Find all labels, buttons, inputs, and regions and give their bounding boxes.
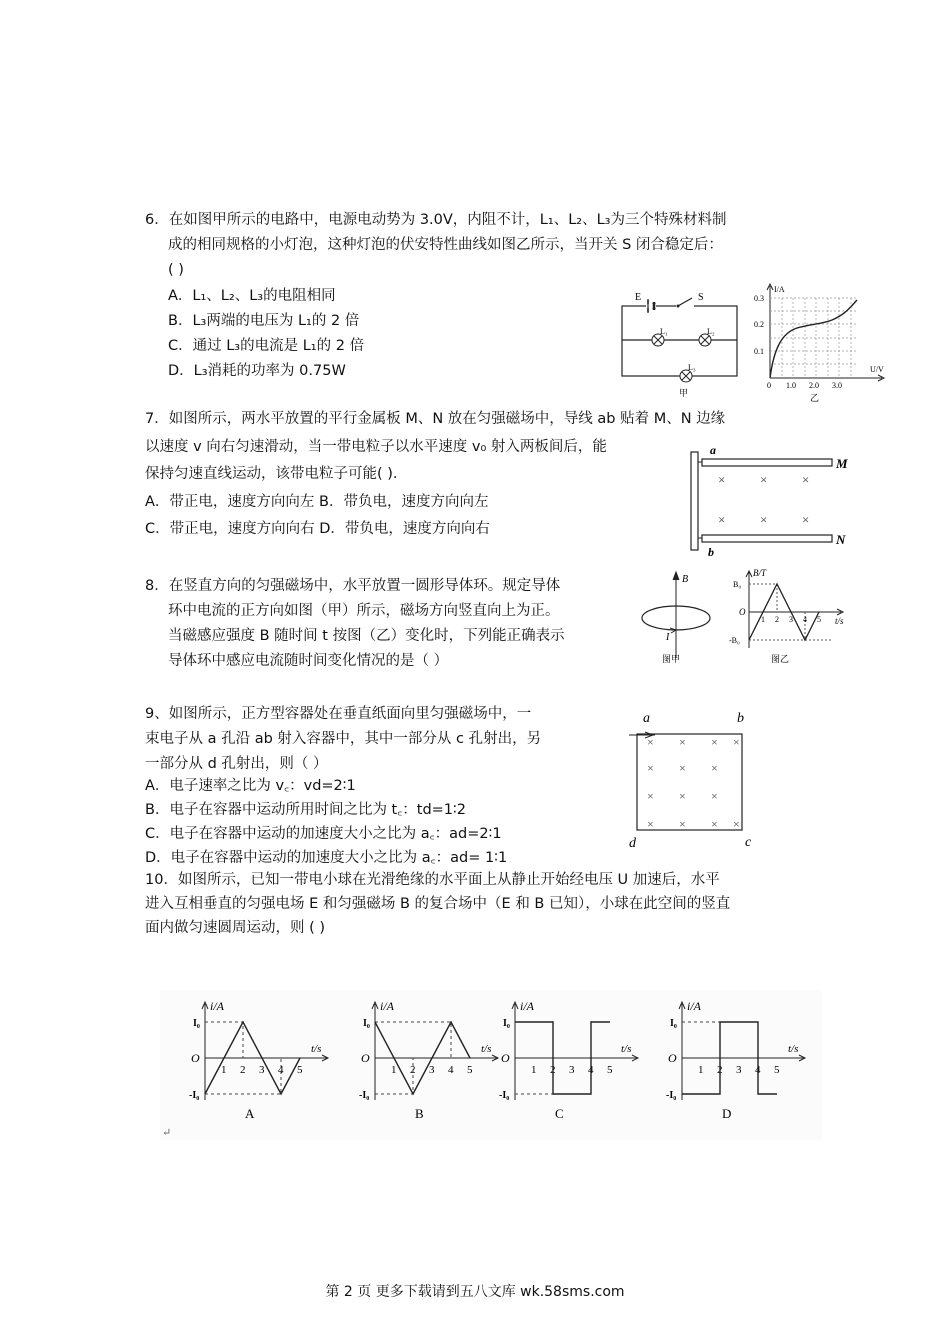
i-t-xtick: 5 — [297, 1064, 303, 1076]
field-cross-mark: × — [679, 817, 686, 831]
bt-b0-label: B₀ — [733, 580, 742, 589]
ring-label-b: B — [682, 574, 689, 585]
ring-caption: 图甲 — [662, 654, 681, 664]
iv-xtick: 1.0 — [786, 381, 796, 390]
field-cross-mark: × — [647, 789, 654, 803]
field-cross-mark: × — [760, 472, 768, 487]
i-t-xtick: 5 — [607, 1064, 613, 1076]
bt-xtick: 1 — [761, 615, 765, 624]
q7-stem-line3: 保持匀速直线运动，该带电粒子可能( ). — [145, 466, 398, 482]
field-cross-mark: × — [711, 789, 718, 803]
i-t-origin: O — [668, 1051, 677, 1065]
plates-label-b: b — [708, 545, 714, 559]
bt-origin: O — [739, 607, 746, 617]
q6-iv-graph — [752, 278, 897, 404]
q6-option-b: B．L₃两端的电压为 L₁的 2 倍 — [168, 313, 360, 329]
field-cross-mark: × — [733, 735, 740, 749]
field-cross-mark: × — [711, 735, 718, 749]
plate-n — [702, 535, 832, 542]
q9-stem-line1: 9、如图所示，正方型容器处在垂直纸面向里匀强磁场中，一 — [145, 706, 532, 722]
q6-option-d: D．L₃消耗的功率为 0.75W — [168, 363, 346, 379]
ring-label-i: I — [666, 632, 670, 643]
bt-ylabel: B/T — [753, 568, 767, 578]
q8-stem-line4: 导体环中感应电流随时间变化情况的是（ ） — [168, 653, 449, 669]
bt-negb0-label: -B₀ — [729, 636, 740, 645]
i-t-xtick: 1 — [221, 1064, 227, 1076]
iv-xtick: 3.0 — [832, 381, 842, 390]
plates-label-n: N — [836, 532, 846, 547]
answer-label: A — [245, 1106, 255, 1121]
i-t-guide — [375, 1022, 451, 1058]
bt-xtick: 3 — [789, 615, 793, 624]
q9-option-d: D．电子在容器中运动的加速度大小之比为 a꜀：ad= 1∶1 — [145, 850, 508, 866]
circuit-label-l3: L₃ — [688, 363, 696, 372]
field-cross-mark: × — [679, 761, 686, 775]
answer-label: C — [555, 1106, 564, 1121]
iv-curve — [770, 300, 857, 378]
i-t-ylabel: i/A — [380, 999, 394, 1013]
q9-option-c: C．电子在容器中运动的加速度大小之比为 a꜀：ad=2∶1 — [145, 826, 502, 842]
answer-graph-a — [189, 999, 328, 1121]
i-t-xlabel: t/s — [311, 1043, 322, 1055]
q7-plates-figure — [682, 442, 857, 560]
i-t-xlabel: t/s — [481, 1043, 492, 1055]
i-t-xtick: 3 — [259, 1064, 265, 1076]
i-t-xtick: 1 — [391, 1064, 397, 1076]
bt-caption: 图乙 — [771, 654, 790, 664]
field-cross-mark: × — [679, 735, 686, 749]
q6-option-a: A．L₁、L₂、L₃的电阻相同 — [168, 288, 336, 304]
plates-label-m: M — [836, 456, 848, 471]
iv-ytick: 0.1 — [754, 347, 764, 356]
answer-graphs-panel — [160, 990, 822, 1140]
i-t-negi0-label: -I₀ — [499, 1090, 510, 1101]
iv-xtick: 0 — [767, 381, 771, 390]
field-cross-mark: × — [760, 512, 768, 527]
q7-stem-line2: 以速度 v 向右匀速滑动，当一带电粒子以水平速度 v₀ 射入两板间后，能 — [145, 439, 607, 455]
q8-stem-line1: 8．在竖直方向的匀强磁场中，水平放置一圆形导体环。规定导体 — [145, 578, 561, 594]
iv-ylabel: I/A — [774, 285, 785, 294]
i-t-xlabel: t/s — [788, 1043, 799, 1055]
iv-xtick: 2.0 — [809, 381, 819, 390]
q9-container-figure — [625, 704, 760, 852]
i-t-xlabel: t/s — [621, 1043, 632, 1055]
bt-xtick: 4 — [803, 615, 807, 624]
q10-stem-line3: 面内做匀速圆周运动，则 ( ) — [145, 920, 326, 936]
q9-stem-line2: 束电子从 a 孔沿 ab 射入容器中，其中一部分从 c 孔射出，另 — [145, 731, 542, 747]
i-t-xtick: 2 — [717, 1064, 723, 1076]
field-cross-mark: × — [679, 789, 686, 803]
field-cross-mark: × — [647, 817, 654, 831]
i-t-xtick: 1 — [698, 1064, 704, 1076]
circuit-label-e: E — [635, 292, 642, 303]
i-t-origin: O — [361, 1051, 370, 1065]
i-t-origin: O — [501, 1051, 510, 1065]
i-t-ylabel: i/A — [520, 999, 534, 1013]
q7-stem-line1: 7．如图所示，两水平放置的平行金属板 M、N 放在匀强磁场中，导线 ab 贴着 M、N 边缘 — [145, 411, 726, 427]
i-t-xtick: 5 — [467, 1064, 473, 1076]
i-t-xtick: 2 — [550, 1064, 556, 1076]
container-label-d: d — [629, 836, 636, 851]
answer-graph-b — [359, 999, 498, 1121]
i-t-xtick: 2 — [240, 1064, 246, 1076]
bt-xtick: 5 — [817, 615, 821, 624]
i-t-i0-label: I₀ — [670, 1018, 677, 1029]
i-t-xtick: 4 — [755, 1064, 761, 1076]
field-cross-mark: × — [733, 817, 740, 831]
answer-label: D — [722, 1106, 732, 1121]
iv-caption: 乙 — [810, 393, 820, 403]
i-t-i0-label: I₀ — [363, 1018, 370, 1029]
i-t-ylabel: i/A — [687, 999, 701, 1013]
q10-stem-line1: 10．如图所示，已知一带电小球在光滑绝缘的水平面上从静止开始经电压 U 加速后，水平 — [145, 872, 720, 888]
q8-ring-figure — [636, 566, 716, 666]
i-t-xtick: 3 — [429, 1064, 435, 1076]
i-t-xtick: 5 — [774, 1064, 780, 1076]
field-cross-mark: × — [647, 735, 654, 749]
answer-graph-c — [499, 999, 638, 1121]
i-t-i0-label: I₀ — [193, 1018, 200, 1029]
container-label-b: b — [737, 711, 744, 726]
q6-circuit-diagram — [590, 278, 750, 400]
q7-options-cd: C．带正电，速度方向向右 D．带负电，速度方向向右 — [145, 521, 490, 537]
iv-ytick: 0.3 — [754, 294, 764, 303]
wire-ab — [691, 452, 698, 550]
i-t-origin: O — [191, 1051, 200, 1065]
i-t-guide — [205, 1022, 243, 1058]
q9-option-a: A．电子速率之比为 v꜀：vd=2∶1 — [145, 778, 356, 794]
plates-label-a: a — [710, 443, 716, 457]
q9-option-b: B．电子在容器中运动所用时间之比为 t꜀：td=1∶2 — [145, 802, 467, 818]
circuit-label-s: S — [698, 292, 704, 303]
q6-option-c: C．通过 L₃的电流是 L₁的 2 倍 — [168, 338, 365, 354]
return-mark: ↵ — [162, 1127, 172, 1139]
i-t-xtick: 4 — [278, 1064, 284, 1076]
field-cross-mark: × — [802, 472, 810, 487]
bt-xlabel: t/s — [835, 616, 844, 626]
q10-stem-line2: 进入互相垂直的匀强电场 E 和匀强磁场 B 的复合场中（E 和 B 已知），小球在此空间的竖直 — [145, 896, 731, 912]
field-cross-mark: × — [711, 761, 718, 775]
circuit-label-l2: L₂ — [707, 327, 715, 336]
q9-stem-line3: 一部分从 d 孔射出，则（ ） — [145, 756, 328, 772]
iv-ytick: 0.2 — [754, 320, 764, 329]
answer-graphs — [160, 990, 822, 1140]
i-t-xtick: 4 — [448, 1064, 454, 1076]
bt-xtick: 2 — [775, 615, 779, 624]
i-t-xtick: 4 — [588, 1064, 594, 1076]
i-t-xtick: 1 — [531, 1064, 537, 1076]
q8-stem-line3: 当磁感应强度 B 随时间 t 按图（乙）变化时，下列能正确表示 — [168, 628, 565, 644]
answer-graph-d — [666, 999, 805, 1121]
q7-options-ab: A．带正电，速度方向向左 B．带负电，速度方向向左 — [145, 494, 489, 510]
circuit-label-l1: L₁ — [660, 327, 668, 336]
container-label-c: c — [745, 835, 752, 850]
field-cross-mark: × — [711, 817, 718, 831]
field-cross-mark: × — [647, 761, 654, 775]
page-footer: 第 2 页 更多下载请到五八文库 wk.58sms.com — [325, 1284, 625, 1300]
i-t-xtick: 3 — [569, 1064, 575, 1076]
i-t-i0-label: I₀ — [503, 1018, 510, 1029]
field-cross-mark: × — [718, 512, 726, 527]
i-t-xtick: 3 — [736, 1064, 742, 1076]
q6-stem-line3: ( ) — [168, 262, 184, 278]
field-cross-mark: × — [718, 472, 726, 487]
i-t-xtick: 2 — [410, 1064, 416, 1076]
i-t-ylabel: i/A — [210, 999, 224, 1013]
circuit-caption: 甲 — [679, 388, 689, 398]
q6-stem-line2: 成的相同规格的小灯泡，这种灯泡的伏安特性曲线如图乙所示，当开关 S 闭合稳定后： — [168, 237, 723, 253]
i-t-negi0-label: -I₀ — [666, 1090, 677, 1101]
iv-xlabel: U/V — [870, 365, 884, 374]
q8-stem-line2: 环中电流的正方向如图（甲）所示，磁场方向竖直向上为正。 — [168, 603, 560, 619]
i-t-negi0-label: -I₀ — [189, 1090, 200, 1101]
i-t-negi0-label: -I₀ — [359, 1090, 370, 1101]
q6-stem-line1: 6．在如图甲所示的电路中，电源电动势为 3.0V，内阻不计，L₁、L₂、L₃为三个特殊材料制 — [145, 212, 727, 228]
plate-m — [702, 459, 832, 466]
answer-label: B — [415, 1106, 424, 1121]
q8-bt-graph — [725, 566, 860, 666]
container-label-a: a — [643, 711, 650, 726]
field-cross-mark: × — [802, 512, 810, 527]
